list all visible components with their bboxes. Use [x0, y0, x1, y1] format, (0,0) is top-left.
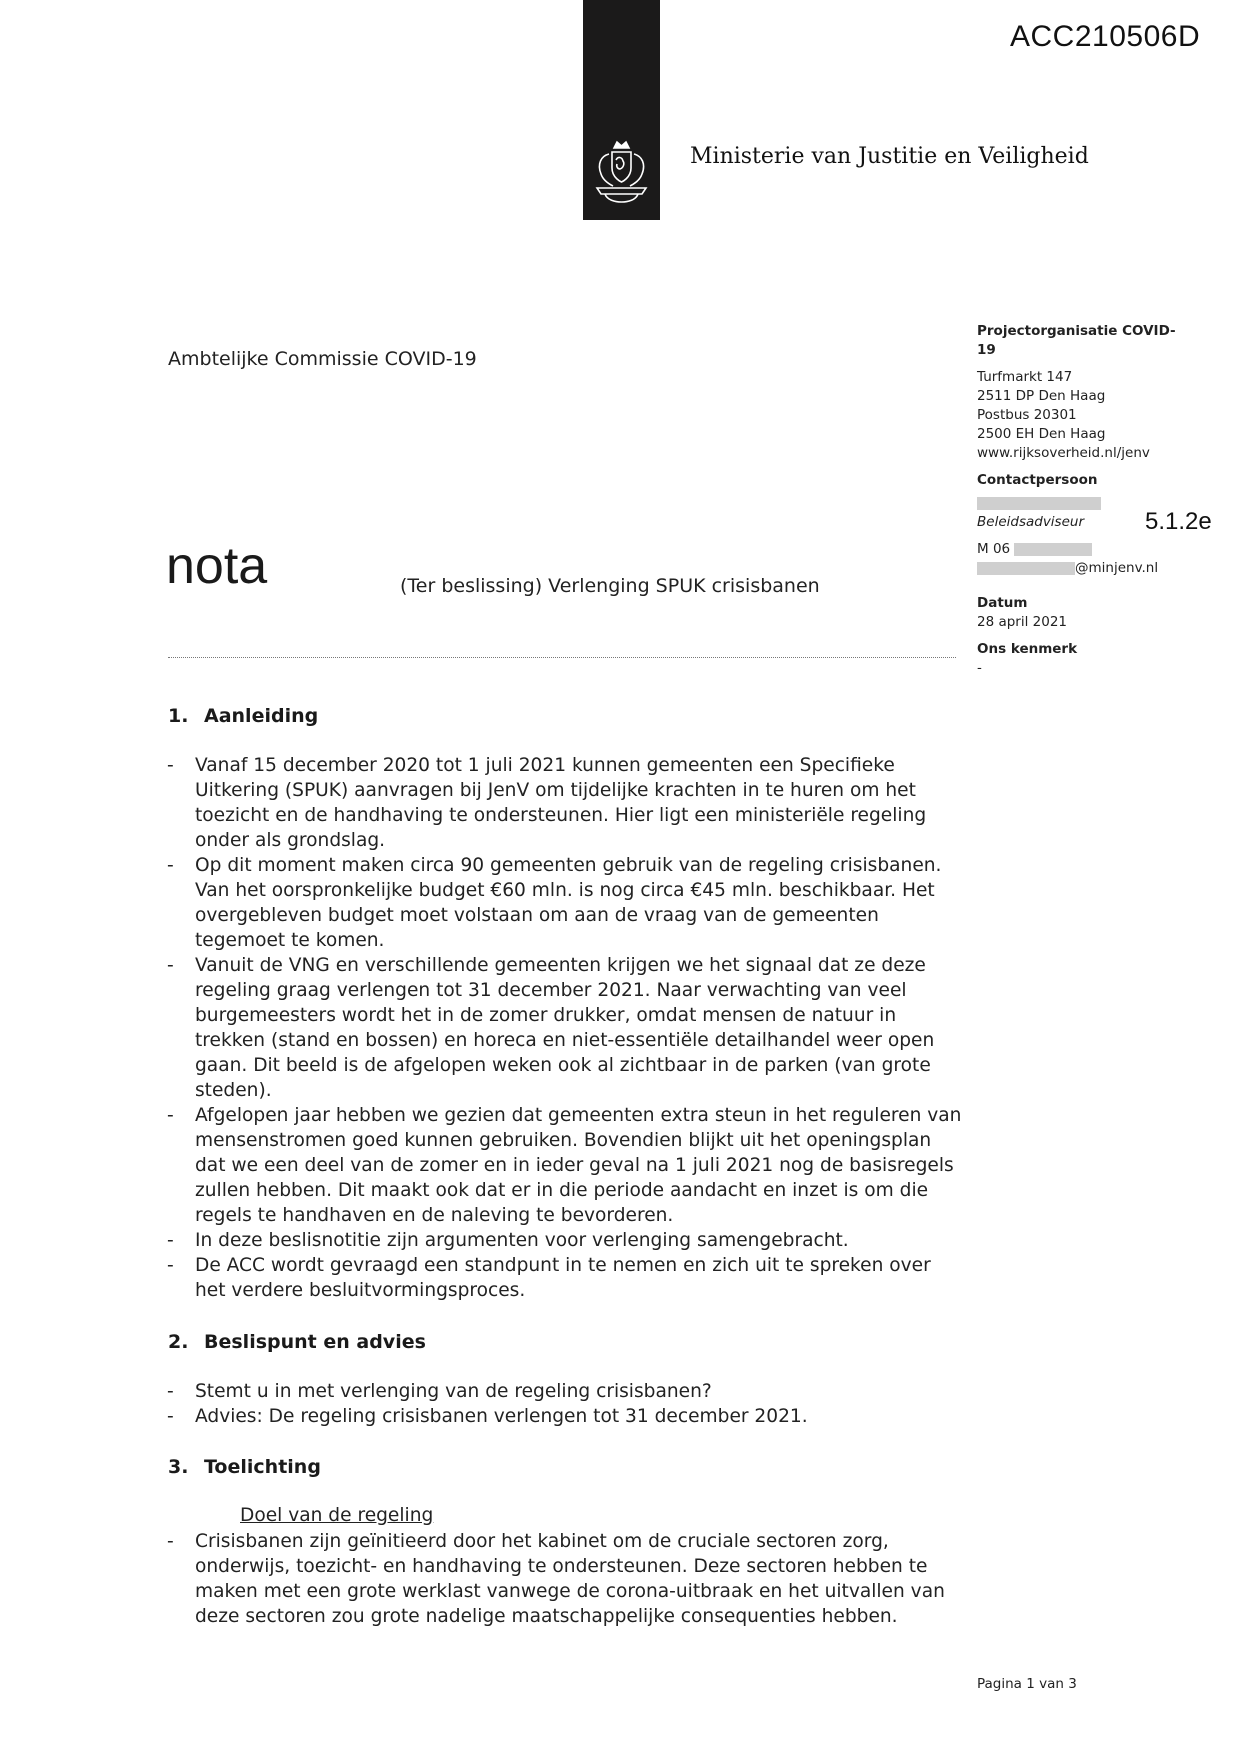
section-number: 2. [168, 1331, 189, 1353]
coat-of-arms-icon [587, 138, 656, 210]
redacted-phone [1014, 543, 1092, 556]
list-item: - Vanuit de VNG en verschillende gemeenten krijgen we het signaal dat ze deze regeling graag verlengen tot 31 december 2021. Naar verwachting van veel burgemeesters wordt het in de zomer drukker, omdat mensen de natuur in trekken (stand en bossen) en horeca en niet-essentiële detailhandel weer open gaan. Dit beeld is de afgelopen weken ook al zichtbaar in de parken (van grote steden). [167, 953, 967, 1103]
toelichting-list [167, 1529, 967, 1629]
section-number: 3. [168, 1456, 189, 1478]
sidebar-info [977, 322, 1207, 678]
address-line: 2500 EH Den Haag [977, 426, 1106, 442]
section-heading-toelichting [168, 1456, 321, 1478]
list-item: - In deze beslisnotitie zijn argumenten voor verlenging samengebracht. [167, 1228, 967, 1253]
section-heading-aanleiding [168, 705, 318, 727]
subject: (Ter beslissing) Verlenging SPUK crisisbanen [400, 575, 820, 597]
aanleiding-list [167, 753, 967, 1303]
list-item: - Crisisbanen zijn geïnitieerd door het kabinet om de cruciale sectoren zorg, onderwijs, toezicht- en handhaving te ondersteunen. Deze sectoren hebben te maken met een grote werklast vanwege de corona-uitbraak en het uitvallen van deze sectoren zou grote nadelige maatschappelijke consequenties hebben. [167, 1529, 967, 1629]
section-number: 1. [168, 705, 189, 727]
redacted-name [977, 497, 1101, 510]
email-suffix: @minjenv.nl [1075, 560, 1159, 576]
ministry-name: Ministerie van Justitie en Veiligheid [690, 144, 1089, 169]
section-title: Toelichting [204, 1456, 321, 1478]
list-item: - De ACC wordt gevraagd een standpunt in te nemen en zich uit te spreken over het verdere besluitvormingsproces. [167, 1253, 967, 1303]
phone-prefix: M 06 [977, 541, 1011, 557]
beslispunt-list [167, 1379, 967, 1429]
document-id: ACC210506D [1010, 20, 1201, 53]
divider [168, 657, 956, 658]
list-item: - Op dit moment maken circa 90 gemeenten gebruik van de regeling crisisbanen. Van het oorspronkelijke budget €60 mln. is nog circa €45 mln. beschikbaar. Het overgebleven budget moet volstaan om aan de vraag van de gemeenten tegemoet te komen. [167, 853, 967, 953]
reference-value: - [977, 660, 982, 676]
subheading-doel: Doel van de regeling [240, 1505, 434, 1526]
address-line: 2511 DP Den Haag [977, 388, 1106, 404]
contact-role: Beleidsadviseur [977, 514, 1085, 530]
section-title: Aanleiding [204, 705, 319, 727]
list-item: - Afgelopen jaar hebben we gezien dat gemeenten extra steun in het reguleren van mensenstromen goed kunnen gebruiken. Bovendien blijkt uit het openingsplan dat we een deel van de zomer en in ieder geval na 1 juli 2021 nog de basisregels zullen hebben. Dit maakt ook dat er in die periode aandacht en inzet is om die regels te handhaven en de naleving te bevorderen. [167, 1103, 967, 1228]
list-item: - Advies: De regeling crisisbanen verlengen tot 31 december 2021. [167, 1404, 967, 1429]
org-name-line1: Projectorganisatie COVID- [977, 323, 1176, 339]
reference-heading: Ons kenmerk [977, 641, 1078, 657]
section-title: Beslispunt en advies [204, 1331, 426, 1353]
address-line: Postbus 20301 [977, 407, 1077, 423]
redaction-code: 5.1.2e [1145, 508, 1212, 535]
logo-bar [583, 0, 660, 220]
date-heading: Datum [977, 595, 1028, 611]
document-type: nota [166, 537, 268, 595]
list-item: - Vanaf 15 december 2020 tot 1 juli 2021 kunnen gemeenten een Specifieke Uitkering (SPUK) aanvragen bij JenV om tijdelijke krachten in te huren om het toezicht en de handhaving te ondersteunen. Hier ligt een ministeriële regeling onder als grondslag. [167, 753, 967, 853]
website: www.rijksoverheid.nl/jenv [977, 445, 1150, 461]
org-name-line2: 19 [977, 342, 996, 358]
address-line: Turfmarkt 147 [977, 369, 1073, 385]
list-item: - Stemt u in met verlenging van de regeling crisisbanen? [167, 1379, 967, 1404]
page-number: Pagina 1 van 3 [977, 1676, 1077, 1692]
redacted-email [977, 562, 1075, 575]
section-heading-beslispunt [168, 1331, 426, 1353]
recipient: Ambtelijke Commissie COVID-19 [168, 348, 477, 370]
contact-heading: Contactpersoon [977, 472, 1098, 488]
date-value: 28 april 2021 [977, 614, 1068, 630]
